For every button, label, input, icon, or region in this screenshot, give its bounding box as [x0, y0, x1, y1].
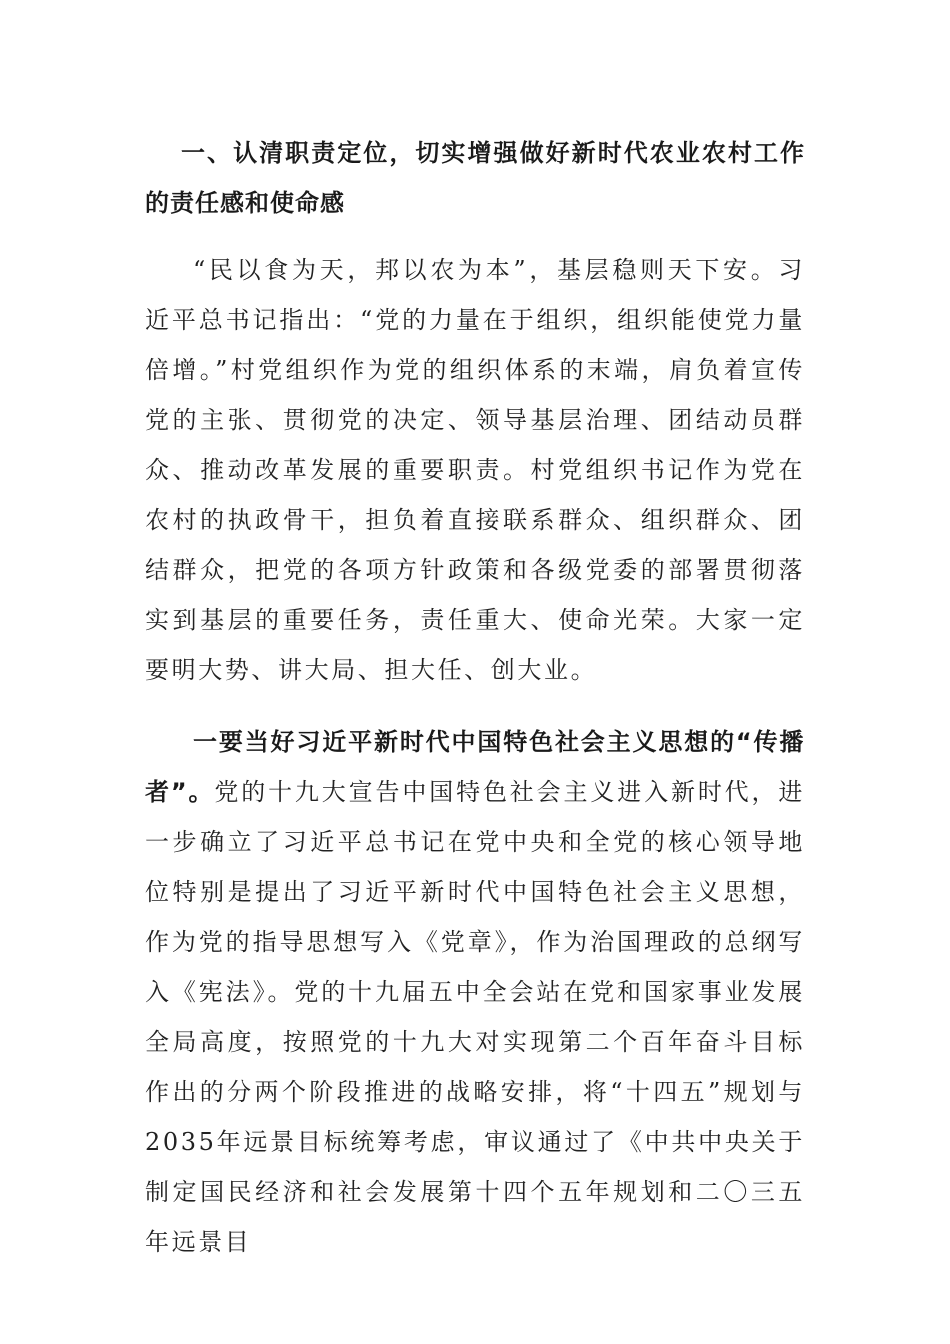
paragraph-body-text: 党的十九大宣告中国特色社会主义进入新时代，进一步确立了习近平总书记在党中央和全党的核心领导地位特别是提出了习近平新时代中国特色社会主义思想，作为党的指导思想写入《党章》，作为治国理政的总纲写入《宪法》。党的十九届五中全会站在党和国家事业发展全局高度，按照党的十九大对实现第二个百年奋斗目标作出的分两个阶段推进的战略安排，将“十四五”规划与2035年远景目标统筹考虑，审议通过了《中共中央关于制定国民经济和社会发展第十四个五年规划和二〇三五年远景目: [145, 778, 805, 1256]
section-heading: 一、认清职责定位，切实增强做好新时代农业农村工作的责任感和使命感: [145, 139, 805, 217]
body-paragraph-1: “民以食为天，邦以农为本”，基层稳则天下安。习近平总书记指出：“党的力量在于组织，组织能使党力量倍增。”村党组织作为党的组织体系的末端，肩负着宣传党的主张、贯彻党的决定、领导基层治理、团结动员群众、推动改革发展的重要职责。村党组织书记作为党在农村的执政骨干，担负着直接联系群众、组织群众、团结群众，把党的各项方针政策和各级党委的部署贯彻落实到基层的重要任务，责任重大、使命光荣。大家一定要明大势、讲大局、担大任、创大业。: [145, 256, 805, 684]
document-body: [145, 128, 805, 1267]
paragraph-lead-sentence: 一要当好习近平新时代中国特色社会主义思想的“传播者”。: [145, 728, 805, 806]
body-paragraph-2: [145, 717, 805, 1267]
